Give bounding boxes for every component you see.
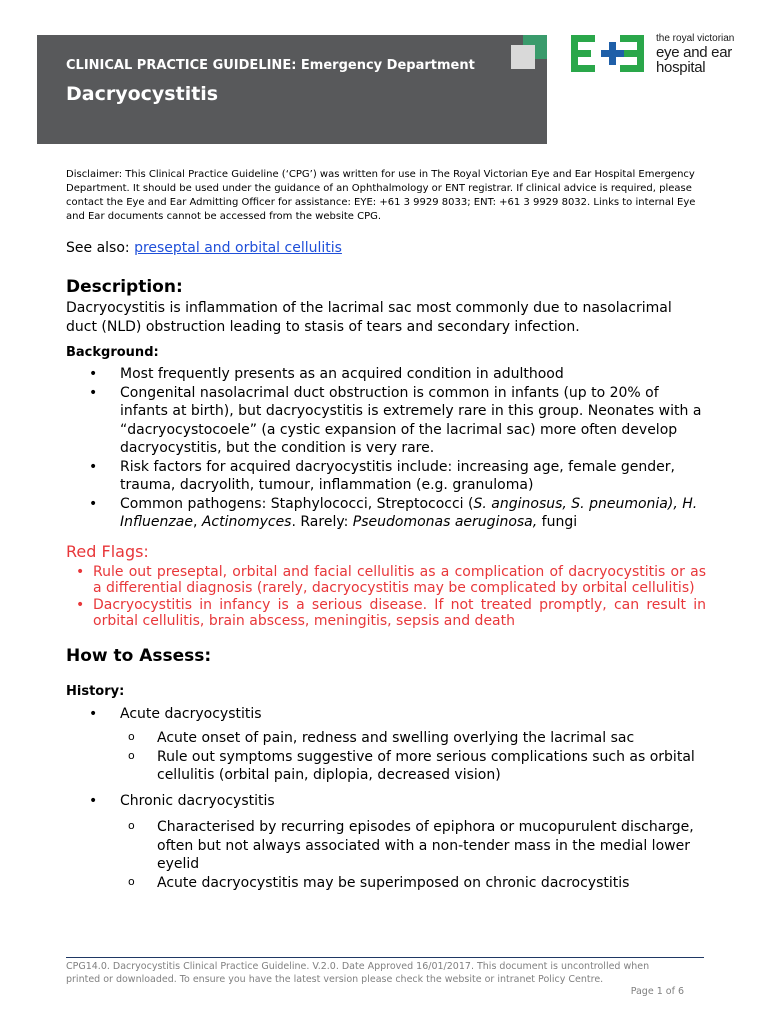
sub-list-item: o Characterised by recurring episodes of epiphora or mucopurulent discharge, often but not always associated with a non-tender mass in the medial lower eyelid: [66, 818, 706, 874]
text-run-italic: H. Influenzae: [120, 495, 698, 530]
red-flags-list: [66, 564, 706, 630]
header-accent-grey: [511, 45, 535, 69]
logo-line-3: hospital: [656, 59, 706, 76]
background-heading: Background:: [66, 345, 159, 360]
chronic-sublist: [66, 818, 706, 892]
see-also-label: See also:: [66, 240, 130, 256]
text-run: fungi: [537, 514, 578, 530]
page-title: Dacryocystitis: [66, 83, 219, 105]
see-also: [66, 240, 342, 256]
text-run-italic: Actinomyces: [201, 514, 292, 530]
disclaimer: Disclaimer: This Clinical Practice Guideline (‘CPG’) was written for use in The Royal Victorian Eye and Ear Hospital Emergency Department. It should be used under the guidance of an Ophthalmology or ENT registrar. If clinical advice is required, please contact the Eye and Ear Admitting Officer for assistance: EYE: +61 3 9929 8033; ENT: +61 3 9929 8032. Links to internal Eye and Ear documents cannot be accessed from the website CPG.: [66, 169, 696, 222]
text-run: ,: [192, 514, 202, 530]
text-run: . Rarely:: [291, 514, 353, 530]
main-content: [66, 276, 706, 892]
history-list: [66, 705, 706, 724]
text-run-italic: S. anginosus, S. pneumonia),: [473, 495, 678, 512]
hospital-logo-text: [656, 34, 734, 75]
footer-divider: [66, 957, 704, 958]
description-heading: Description:: [66, 277, 183, 297]
sub-list-item: o Rule out symptoms suggestive of more serious complications such as orbital cellulitis (orbital pain, diplopia, decreased vision): [66, 748, 706, 785]
page-number: Page 1 of 6: [630, 986, 684, 997]
assess-heading: How to Assess:: [66, 645, 212, 666]
footer-text: CPG14.0. Dacryocystitis Clinical Practice Guideline. V.2.0. Date Approved 16/01/2017. This document is uncontrolled when printed or downloaded. To ensure you have the latest version please check the website or intranet Policy Centre.: [66, 961, 650, 985]
list-item: [66, 495, 706, 532]
red-flags-heading: Red Flags:: [66, 541, 149, 561]
list-item: • Congenital nasolacrimal duct obstruction is common in infants (up to 20% of infants at birth), but dacryocystitis is extremely rare in this group. Neonates with a “dacryocystocoele” (a cystic expansion of the lacrimal sac) more often develop dacryocystitis, but the condition is very rare.: [66, 384, 706, 458]
red-flag-item: • Rule out preseptal, orbital and facial cellulitis as a complication of dacryocystitis or as a differential diagnosis (rarely, dacryocystitis may be complicated by orbital cellulitis): [66, 564, 706, 597]
text-run-italic: Pseudomonas aeruginosa,: [352, 514, 538, 530]
red-flag-item: • Dacryocystitis in infancy is a serious disease. If not treated promptly, can result in orbital cellulitis, brain abscess, meningitis, sepsis and death: [66, 597, 706, 630]
see-also-link[interactable]: preseptal and orbital cellulitis: [134, 240, 342, 256]
description-text: Dacryocystitis is inflammation of the lacrimal sac most commonly due to nasolacrimal duct (NLD) obstruction leading to stasis of tears and secondary infection.: [66, 300, 672, 335]
list-item: • Risk factors for acquired dacryocystitis include: increasing age, female gender, trauma, dacryolith, tumour, inflammation (e.g. granuloma): [66, 458, 706, 495]
acute-sublist: [66, 729, 706, 785]
background-list: [66, 365, 706, 532]
sub-list-item: o Acute onset of pain, redness and swelling overlying the lacrimal sac: [66, 729, 706, 748]
list-item: • Most frequently presents as an acquired condition in adulthood: [66, 365, 706, 384]
logo-line-2: eye and ear: [656, 44, 732, 61]
chronic-item: • Chronic dacryocystitis: [66, 792, 706, 811]
history-heading: History:: [66, 683, 125, 699]
history-list-2: [66, 792, 706, 811]
guideline-subtitle: CLINICAL PRACTICE GUIDELINE: Emergency Department: [66, 58, 475, 73]
acute-item: • Acute dacryocystitis: [66, 705, 706, 724]
sub-list-item: o Acute dacryocystitis may be superimposed on chronic dacrocystitis: [66, 874, 706, 893]
logo-line-1: the royal victorian: [656, 33, 735, 44]
text-run: Common pathogens: Staphylococci, Streptococci (: [120, 495, 474, 512]
